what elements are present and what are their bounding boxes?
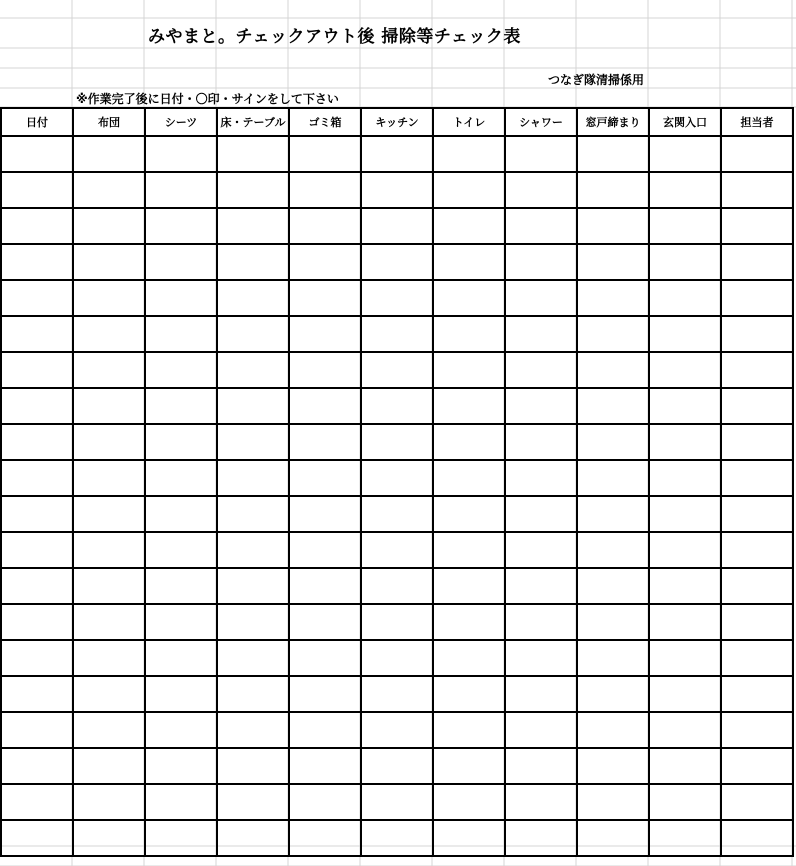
check-cell[interactable] [145,496,217,532]
checklist-table [0,107,794,857]
check-cell[interactable] [649,424,721,460]
check-cell[interactable] [577,640,649,676]
check-cell[interactable] [145,820,217,856]
check-cell[interactable] [217,352,289,388]
check-cell[interactable] [433,784,505,820]
check-cell[interactable] [721,784,793,820]
check-cell[interactable] [1,208,73,244]
check-cell[interactable] [577,748,649,784]
column-header-windows: 窓戸締まり [577,108,649,136]
check-cell[interactable] [217,460,289,496]
check-cell[interactable] [73,280,145,316]
check-cell[interactable] [289,712,361,748]
check-cell[interactable] [73,568,145,604]
column-header-sheets: シーツ [145,108,217,136]
check-cell[interactable] [433,460,505,496]
check-cell[interactable] [289,460,361,496]
column-header-staff: 担当者 [721,108,793,136]
check-cell[interactable] [505,136,577,172]
check-cell[interactable] [289,784,361,820]
check-cell[interactable] [289,244,361,280]
check-cell[interactable] [1,460,73,496]
check-cell[interactable] [577,316,649,352]
check-cell[interactable] [361,784,433,820]
check-cell[interactable] [433,316,505,352]
check-cell[interactable] [433,172,505,208]
check-cell[interactable] [649,676,721,712]
check-cell[interactable] [73,712,145,748]
check-cell[interactable] [505,352,577,388]
check-cell[interactable] [217,172,289,208]
check-cell[interactable] [73,352,145,388]
table-row [1,568,793,604]
table-row [1,388,793,424]
check-cell[interactable] [217,244,289,280]
check-cell[interactable] [505,208,577,244]
check-cell[interactable] [361,820,433,856]
check-cell[interactable] [433,208,505,244]
check-cell[interactable] [505,172,577,208]
check-cell[interactable] [289,352,361,388]
check-cell[interactable] [289,568,361,604]
check-cell[interactable] [1,820,73,856]
check-cell[interactable] [721,172,793,208]
check-cell[interactable] [217,676,289,712]
check-cell[interactable] [505,604,577,640]
check-cell[interactable] [217,136,289,172]
check-cell[interactable] [721,604,793,640]
check-cell[interactable] [361,712,433,748]
check-cell[interactable] [721,316,793,352]
check-cell[interactable] [721,208,793,244]
check-cell[interactable] [577,136,649,172]
table-row [1,244,793,280]
check-cell[interactable] [649,316,721,352]
check-cell[interactable] [1,424,73,460]
check-cell[interactable] [217,712,289,748]
table-row [1,712,793,748]
check-cell[interactable] [361,352,433,388]
check-cell[interactable] [73,640,145,676]
check-cell[interactable] [73,532,145,568]
check-cell[interactable] [433,748,505,784]
column-header-futon: 布団 [73,108,145,136]
table-row [1,532,793,568]
header-row [1,108,793,136]
column-header-kitchen: キッチン [361,108,433,136]
column-header-entrance: 玄関入口 [649,108,721,136]
check-cell[interactable] [145,712,217,748]
check-cell[interactable] [505,676,577,712]
check-cell[interactable] [577,532,649,568]
check-cell[interactable] [217,316,289,352]
check-cell[interactable] [361,280,433,316]
check-cell[interactable] [721,136,793,172]
check-cell[interactable] [289,172,361,208]
check-cell[interactable] [433,244,505,280]
check-cell[interactable] [577,712,649,748]
check-cell[interactable] [145,244,217,280]
check-cell[interactable] [361,532,433,568]
check-cell[interactable] [145,280,217,316]
check-cell[interactable] [217,640,289,676]
check-cell[interactable] [649,460,721,496]
check-cell[interactable] [721,640,793,676]
check-cell[interactable] [577,820,649,856]
check-cell[interactable] [145,640,217,676]
check-cell[interactable] [649,352,721,388]
check-cell[interactable] [1,532,73,568]
check-cell[interactable] [721,424,793,460]
check-cell[interactable] [73,424,145,460]
sheet-title: みやまと。チェックアウト後 掃除等チェック表 [148,27,521,47]
check-cell[interactable] [73,604,145,640]
check-cell[interactable] [361,568,433,604]
check-cell[interactable] [721,280,793,316]
table-row [1,748,793,784]
table-row [1,208,793,244]
table-row [1,172,793,208]
check-cell[interactable] [433,352,505,388]
check-cell[interactable] [577,604,649,640]
check-cell[interactable] [361,496,433,532]
table-row [1,280,793,316]
check-cell[interactable] [721,244,793,280]
check-cell[interactable] [649,532,721,568]
check-cell[interactable] [1,388,73,424]
check-cell[interactable] [433,532,505,568]
check-cell[interactable] [433,568,505,604]
check-cell[interactable] [505,568,577,604]
column-header-floor-table: 床・テーブル [217,108,289,136]
check-cell[interactable] [289,676,361,712]
check-cell[interactable] [577,460,649,496]
check-cell[interactable] [433,640,505,676]
check-cell[interactable] [433,388,505,424]
check-cell[interactable] [289,496,361,532]
check-cell[interactable] [1,640,73,676]
check-cell[interactable] [505,820,577,856]
check-cell[interactable] [73,388,145,424]
table-row [1,820,793,856]
check-cell[interactable] [361,208,433,244]
check-cell[interactable] [217,388,289,424]
check-cell[interactable] [73,496,145,532]
check-cell[interactable] [361,460,433,496]
check-cell[interactable] [145,532,217,568]
check-cell[interactable] [289,280,361,316]
check-cell[interactable] [577,496,649,532]
column-header-shower: シャワー [505,108,577,136]
check-cell[interactable] [577,676,649,712]
check-cell[interactable] [721,496,793,532]
check-cell[interactable] [217,604,289,640]
table-row [1,352,793,388]
table-row [1,496,793,532]
check-cell[interactable] [649,388,721,424]
check-cell[interactable] [217,208,289,244]
check-cell[interactable] [577,352,649,388]
check-cell[interactable] [361,676,433,712]
check-cell[interactable] [217,820,289,856]
check-cell[interactable] [505,712,577,748]
check-cell[interactable] [145,568,217,604]
check-cell[interactable] [1,172,73,208]
check-cell[interactable] [73,244,145,280]
check-cell[interactable] [649,712,721,748]
check-cell[interactable] [649,604,721,640]
check-cell[interactable] [1,352,73,388]
check-cell[interactable] [145,460,217,496]
check-cell[interactable] [721,568,793,604]
check-cell[interactable] [361,172,433,208]
check-cell[interactable] [145,136,217,172]
check-cell[interactable] [289,388,361,424]
check-cell[interactable] [505,532,577,568]
check-cell[interactable] [217,748,289,784]
check-cell[interactable] [73,208,145,244]
table-row [1,604,793,640]
check-cell[interactable] [361,316,433,352]
check-cell[interactable] [145,316,217,352]
check-cell[interactable] [217,424,289,460]
check-cell[interactable] [649,748,721,784]
check-cell[interactable] [1,604,73,640]
check-cell[interactable] [145,604,217,640]
column-header-trash: ゴミ箱 [289,108,361,136]
check-cell[interactable] [505,316,577,352]
check-cell[interactable] [649,640,721,676]
check-cell[interactable] [289,424,361,460]
check-cell[interactable] [73,460,145,496]
check-cell[interactable] [649,496,721,532]
check-cell[interactable] [289,532,361,568]
check-cell[interactable] [649,784,721,820]
check-cell[interactable] [1,496,73,532]
check-cell[interactable] [649,244,721,280]
column-header-toilet: トイレ [433,108,505,136]
check-cell[interactable] [73,172,145,208]
check-cell[interactable] [1,244,73,280]
check-cell[interactable] [217,532,289,568]
table-row [1,424,793,460]
check-cell[interactable] [649,136,721,172]
column-header-date: 日付 [1,108,73,136]
check-cell[interactable] [289,604,361,640]
check-cell[interactable] [217,784,289,820]
check-cell[interactable] [649,280,721,316]
check-cell[interactable] [73,136,145,172]
check-cell[interactable] [289,136,361,172]
check-cell[interactable] [1,784,73,820]
sheet-subtitle: つなぎ隊清掃係用 [548,73,645,87]
check-cell[interactable] [649,208,721,244]
check-cell[interactable] [433,676,505,712]
check-cell[interactable] [361,424,433,460]
check-cell[interactable] [721,820,793,856]
check-cell[interactable] [1,280,73,316]
check-cell[interactable] [721,748,793,784]
check-cell[interactable] [73,820,145,856]
check-cell[interactable] [145,424,217,460]
check-cell[interactable] [145,352,217,388]
check-cell[interactable] [505,784,577,820]
check-cell[interactable] [73,748,145,784]
check-cell[interactable] [73,316,145,352]
check-cell[interactable] [145,748,217,784]
check-cell[interactable] [721,712,793,748]
check-cell[interactable] [721,388,793,424]
check-cell[interactable] [505,388,577,424]
check-cell[interactable] [577,568,649,604]
check-cell[interactable] [433,712,505,748]
table-row [1,676,793,712]
check-cell[interactable] [577,172,649,208]
check-cell[interactable] [505,640,577,676]
check-cell[interactable] [1,568,73,604]
table-row [1,136,793,172]
check-cell[interactable] [433,280,505,316]
table-row [1,784,793,820]
check-cell[interactable] [73,676,145,712]
check-cell[interactable] [145,676,217,712]
check-cell[interactable] [289,208,361,244]
check-cell[interactable] [1,316,73,352]
check-cell[interactable] [73,784,145,820]
check-cell[interactable] [721,460,793,496]
check-cell[interactable] [289,640,361,676]
check-cell[interactable] [217,496,289,532]
check-cell[interactable] [433,496,505,532]
check-cell[interactable] [577,424,649,460]
check-cell[interactable] [505,496,577,532]
check-cell[interactable] [649,568,721,604]
check-cell[interactable] [289,316,361,352]
check-cell[interactable] [361,604,433,640]
table-row [1,460,793,496]
check-cell[interactable] [433,604,505,640]
check-cell[interactable] [361,640,433,676]
table-row [1,316,793,352]
check-cell[interactable] [145,208,217,244]
check-cell[interactable] [433,424,505,460]
instruction-note: ※作業完了後に日付・〇印・サインをして下さい [76,92,339,106]
check-cell[interactable] [505,280,577,316]
check-cell[interactable] [145,784,217,820]
check-cell[interactable] [217,568,289,604]
check-cell[interactable] [433,136,505,172]
check-cell[interactable] [433,820,505,856]
table-row [1,640,793,676]
check-cell[interactable] [361,388,433,424]
check-cell[interactable] [577,784,649,820]
check-cell[interactable] [289,820,361,856]
check-cell[interactable] [505,460,577,496]
check-cell[interactable] [145,172,217,208]
check-cell[interactable] [649,172,721,208]
check-cell[interactable] [577,244,649,280]
check-cell[interactable] [577,388,649,424]
check-cell[interactable] [361,136,433,172]
check-cell[interactable] [649,820,721,856]
check-cell[interactable] [505,244,577,280]
check-cell[interactable] [1,136,73,172]
check-cell[interactable] [505,748,577,784]
check-cell[interactable] [145,388,217,424]
check-cell[interactable] [361,244,433,280]
check-cell[interactable] [577,208,649,244]
check-cell[interactable] [505,424,577,460]
check-cell[interactable] [217,280,289,316]
check-cell[interactable] [1,712,73,748]
check-cell[interactable] [361,748,433,784]
check-cell[interactable] [1,748,73,784]
check-cell[interactable] [289,748,361,784]
check-cell[interactable] [721,676,793,712]
check-cell[interactable] [721,352,793,388]
check-cell[interactable] [577,280,649,316]
check-cell[interactable] [721,532,793,568]
check-cell[interactable] [1,676,73,712]
